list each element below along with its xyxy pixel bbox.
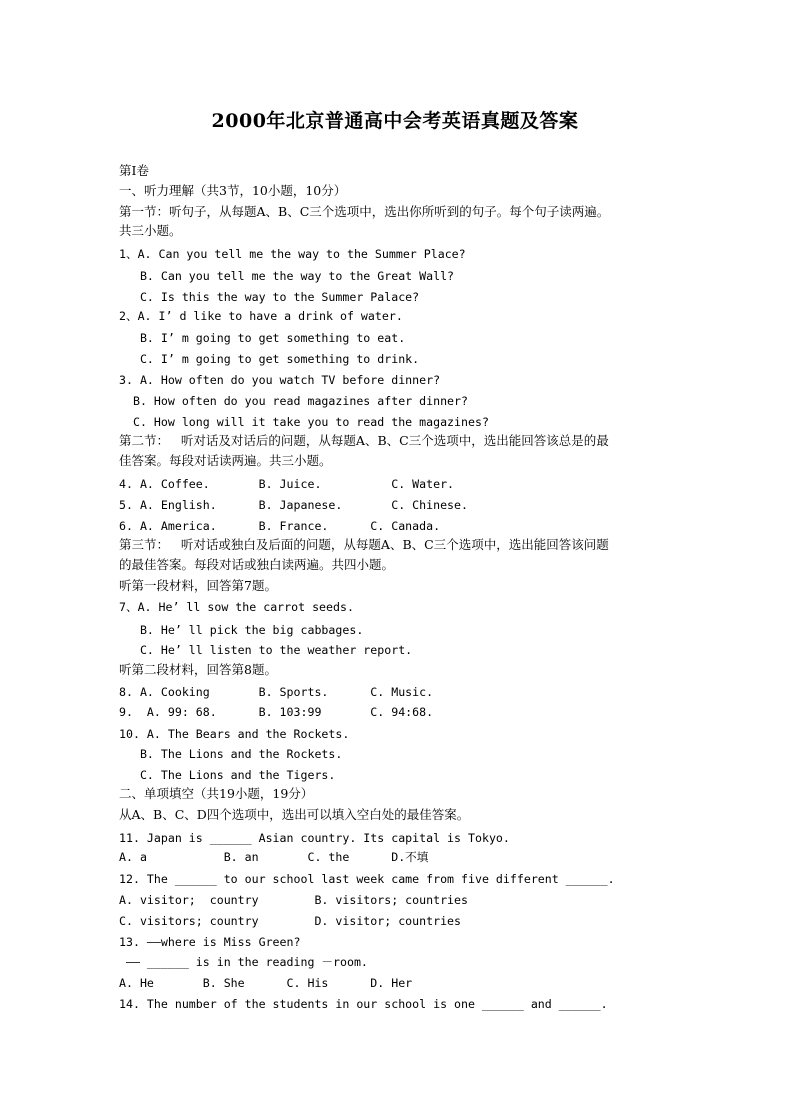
text-line: 12. The ______ to our school last week came from five different ______. — [119, 872, 615, 886]
text-line: 3. A. How often do you watch TV before dinner? — [119, 373, 441, 387]
text-line: C. visitors; country D. visitor; countries — [119, 914, 462, 928]
text-line: 8. A. Cooking B. Sports. C. Music. — [119, 685, 434, 699]
text-line: 二、单项填空（共19小题，19分） — [119, 786, 314, 801]
text-line: 1、A. Can you tell me the way to the Summer Place? — [119, 247, 466, 261]
text-line: 4. A. Coffee. B. Juice. C. Water. — [119, 477, 455, 491]
text-line: 5. A. English. B. Japanese. C. Chinese. — [119, 498, 469, 512]
text-line: 13. ——where is Miss Green? — [119, 935, 301, 949]
text-line: C. How long will it take you to read the magazines? — [119, 415, 489, 429]
text-line: 第Ⅰ卷 — [119, 163, 149, 178]
text-line: 听第二段材料，回答第8题。 — [119, 662, 277, 677]
text-line: 11. Japan is ______ Asian country. Its capital is Tokyo. — [119, 831, 510, 845]
text-line: A. a B. an C. the D.不填 — [119, 850, 429, 864]
text-line: 第二节： 听对话及对话后的问题，从每题A、B、C三个选项中，选出能回答该总是的最 — [119, 433, 609, 448]
text-line: C. He’ ll listen to the weather report. — [119, 643, 413, 657]
text-line: B. Can you tell me the way to the Great Wall? — [119, 269, 455, 283]
text-line: B. He’ ll pick the big cabbages. — [119, 623, 364, 637]
text-line: C. Is this the way to the Summer Palace? — [119, 290, 420, 304]
text-line: 听第一段材料，回答第7题。 — [119, 578, 277, 593]
text-line: 10. A. The Bears and the Rockets. — [119, 727, 350, 741]
text-line: 7、A. He’ ll sow the carrot seeds. — [119, 600, 354, 614]
text-line: 6. A. America. B. France. C. Canada. — [119, 519, 441, 533]
text-line: 9. A. 99: 68. B. 103:99 C. 94:68. — [119, 705, 434, 719]
text-line: A. visitor; country B. visitors; countries — [119, 893, 469, 907]
text-line: B. The Lions and the Rockets. — [119, 747, 343, 761]
text-line: 第三节： 听对话或独白及后面的问题，从每题A、B、C三个选项中，选出能回答该问题 — [119, 537, 609, 552]
text-line: A. He B. She C. His D. Her — [119, 976, 413, 990]
text-line: 第一节：听句子，从每题A、B、C三个选项中，选出你所听到的句子。每个句子读两遍。 — [119, 204, 610, 219]
text-line: 佳答案。每段对话读两遍。共三小题。 — [119, 453, 332, 468]
text-line: 共三小题。 — [119, 223, 182, 238]
text-line: 14. The number of the students in our school is one ______ and ______. — [119, 997, 608, 1011]
text-line: C. I’ m going to get something to drink. — [119, 352, 420, 366]
page-title: 2000年北京普通高中会考英语真题及答案 — [211, 110, 579, 132]
text-line: —— ______ is in the reading －room. — [119, 955, 368, 969]
text-line: B. How often do you read magazines after dinner? — [119, 394, 469, 408]
text-line: C. The Lions and the Tigers. — [119, 768, 336, 782]
text-line: 的最佳答案。每段对话或独白读两遍。共四小题。 — [119, 557, 395, 572]
text-line: 从A、B、C、D四个选项中，选出可以填入空白处的最佳答案。 — [119, 807, 470, 822]
text-line: 一、听力理解（共3节，10小题，10分） — [119, 183, 347, 198]
text-line: 2、A. I’ d like to have a drink of water. — [119, 309, 403, 323]
text-line: B. I’ m going to get something to eat. — [119, 331, 406, 345]
